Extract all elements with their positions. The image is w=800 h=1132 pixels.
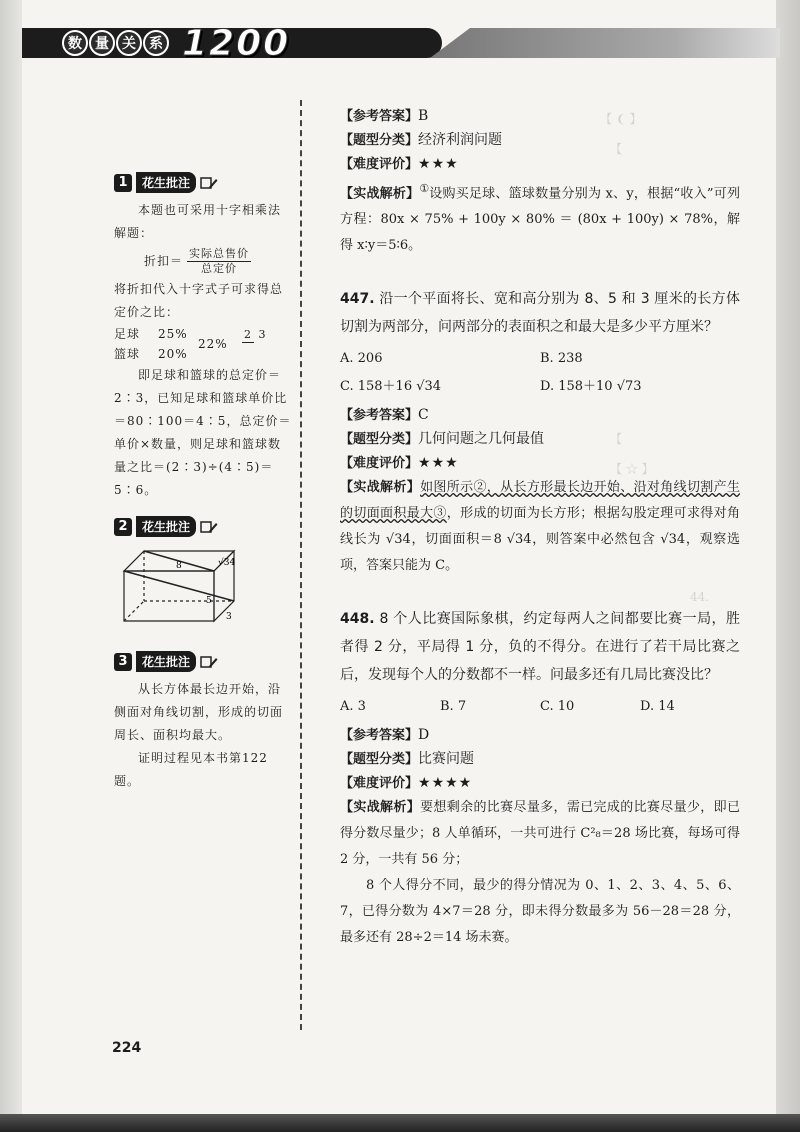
note-header (114, 651, 292, 672)
option-c: C. 158＋16 √34 (340, 379, 442, 395)
series-char: 量 (89, 30, 115, 56)
category-line (340, 128, 740, 152)
formula-numerator: 实际总售价 (189, 247, 250, 260)
cross-pct: 20% (158, 347, 188, 361)
series-char: 数 (62, 30, 88, 56)
note-header (114, 516, 292, 537)
peanut-pencil-icon (200, 654, 218, 670)
note-label: 花生批注 (136, 516, 196, 537)
answer-value: D (418, 727, 430, 744)
note-label: 花生批注 (136, 172, 196, 193)
question-number: 448. (340, 611, 375, 628)
peanut-pencil-icon (200, 519, 218, 535)
question-text: 8 个人比赛国际象棋，约定每两人之间都要比赛一局，胜者得 2 分，平局得 1 分，负的不得分。在进行了若干局比赛之后，发现每个人的分数都不一样。问最多还有几局比赛没比？ (340, 611, 740, 684)
option-a: A. 3 (340, 699, 366, 715)
series-number: 1200 (182, 23, 291, 64)
page-number: 224 (112, 1040, 142, 1056)
answer-tag: 【参考答案】 (340, 109, 419, 124)
option-b: B. 238 (540, 351, 583, 367)
note-body: 从长方体最长边开始，沿侧面对角线切割，形成的切面周长、面积均最大。 (114, 682, 284, 742)
page-gutter-left (0, 0, 24, 1132)
category-value: 几何问题之几何最值 (418, 431, 545, 448)
answer-line (340, 104, 740, 128)
analysis-text: ，形成的切面为长方形；根据勾股定理可求得对角线长为 √34，切面面积＝8 √34，则答案中必然包含 √34，观察选项，答案只能为 C。 (340, 506, 740, 574)
answer-line (340, 403, 740, 427)
series-title (62, 30, 169, 56)
peanut-pencil-icon (200, 175, 218, 191)
options-448 (340, 693, 740, 721)
page-edge-right (776, 0, 800, 1132)
analysis-tag: 【实战解析】 (340, 186, 420, 202)
answer-value: C (418, 407, 429, 424)
note-continuation: 将折扣代入十字式子可求得总定价之比： (114, 282, 284, 319)
option-d: D. 14 (640, 699, 675, 715)
formula-denominator: 总定价 (201, 262, 238, 275)
cross-item: 篮球 (114, 347, 141, 361)
column-divider (300, 100, 302, 1030)
analysis-paragraph (340, 176, 740, 259)
category-line (340, 747, 740, 771)
category-tag: 【题型分类】 (340, 752, 419, 768)
discount-formula (144, 247, 292, 276)
fig-label-height: 5 (206, 596, 212, 606)
answer-tag: 【参考答案】 (340, 728, 419, 744)
answer-value: B (418, 108, 429, 124)
sidebar-notes (114, 172, 292, 807)
formula-fraction (187, 247, 251, 276)
category-line (340, 427, 740, 451)
question-number: 447. (340, 291, 375, 308)
note-2 (114, 516, 292, 637)
scan-bottom-edge (0, 1114, 800, 1132)
formula-lhs: 折扣＝ (144, 254, 184, 268)
note-text (114, 678, 292, 793)
analysis-text: 设购买足球、篮球数量分别为 x、y，根据“收入”可列方程：80x × 75% + 100y × 80% ＝ (80x + 100y) × 78%，解得 x∶y＝5∶6。 (340, 186, 740, 254)
cross-item: 足球 (114, 327, 141, 341)
main-column (340, 104, 740, 951)
note-intro: 本题也可采用十字相乘法解题： (114, 203, 282, 240)
cross-table (114, 324, 292, 364)
note-conclusion: 即足球和篮球的总定价＝2∶3，已知足球和篮球单价比＝80∶100＝4∶5，总定价＝单价×数量，则足球和篮球数量之比＝(2∶3)÷(4∶5)＝5∶6。 (114, 368, 292, 497)
cross-ratio (242, 328, 267, 364)
category-value: 经济利润问题 (418, 132, 503, 148)
difficulty-tag: 【难度评价】 (340, 776, 419, 792)
note-number: 2 (114, 518, 132, 536)
note-header (114, 172, 292, 193)
fig-label-width: 3 (226, 612, 232, 622)
option-b: B. 7 (440, 699, 467, 715)
cross-mid: 22% (198, 337, 228, 351)
options-447 (340, 345, 740, 401)
difficulty-line (340, 152, 740, 176)
cross-ratio-num: 2 (244, 328, 252, 341)
answer-line (340, 723, 740, 747)
difficulty-tag: 【难度评价】 (340, 157, 419, 172)
series-char: 系 (143, 30, 169, 56)
note-number: 3 (114, 653, 132, 671)
difficulty-line (340, 451, 740, 475)
analysis-paragraph-2: 8 个人得分不同，最少的得分情况为 0、1、2、3、4、5、6、7，已得分数为 4×7＝28 分，即未得分数最多为 56－28＝28 分，最多还有 28÷2＝14 场未赛。 (340, 878, 740, 946)
fig-label-length: 8 (176, 561, 182, 571)
option-c: C. 10 (540, 699, 575, 715)
analysis-tag: 【实战解析】 (340, 800, 421, 816)
note-label: 花生批注 (136, 651, 196, 672)
note-1 (114, 172, 292, 502)
cuboid-figure (114, 543, 284, 633)
note-3 (114, 651, 292, 793)
analysis-paragraph (340, 475, 740, 579)
footnote-marker: ① (419, 182, 430, 195)
analysis-paragraph (340, 795, 740, 873)
analysis-underlined: 如图所示②，从长方形最长边开始、沿对角线切割产生的切面面积最大③ (340, 480, 740, 522)
note-text (114, 199, 292, 502)
answer-tag: 【参考答案】 (340, 408, 419, 424)
difficulty-line (340, 771, 740, 795)
series-char: 关 (116, 30, 142, 56)
difficulty-stars: ★★★ (418, 156, 459, 172)
difficulty-tag: 【难度评价】 (340, 456, 419, 472)
category-tag: 【题型分类】 (340, 133, 419, 148)
cross-ratio-den: 3 (258, 328, 267, 341)
fig-label-diagonal: √34 (218, 558, 236, 568)
question-447 (340, 285, 740, 341)
analysis-tag: 【实战解析】 (340, 480, 421, 496)
option-d: D. 158＋10 √73 (540, 379, 642, 395)
note-reference: 证明过程见本书第122题。 (114, 751, 268, 788)
cross-pct: 25% (158, 327, 188, 341)
note-number: 1 (114, 174, 132, 192)
difficulty-stars: ★★★★ (418, 775, 473, 792)
difficulty-stars: ★★★ (418, 455, 459, 472)
question-448 (340, 605, 740, 689)
option-a: A. 206 (340, 351, 383, 367)
category-value: 比赛问题 (418, 751, 475, 768)
category-tag: 【题型分类】 (340, 432, 419, 448)
analysis-text: 要想剩余的比赛尽量多，需已完成的比赛尽量少，即已得分数尽量少；8 人单循环，一共可进行 C²₈＝28 场比赛，每场可得 2 分，一共有 56 分； (340, 800, 740, 868)
header-band-gradient (430, 28, 780, 58)
question-text: 沿一个平面将长、宽和高分别为 8、5 和 3 厘米的长方体切割为两部分，问两部分的表面积之和最大是多少平方厘米？ (340, 291, 740, 336)
